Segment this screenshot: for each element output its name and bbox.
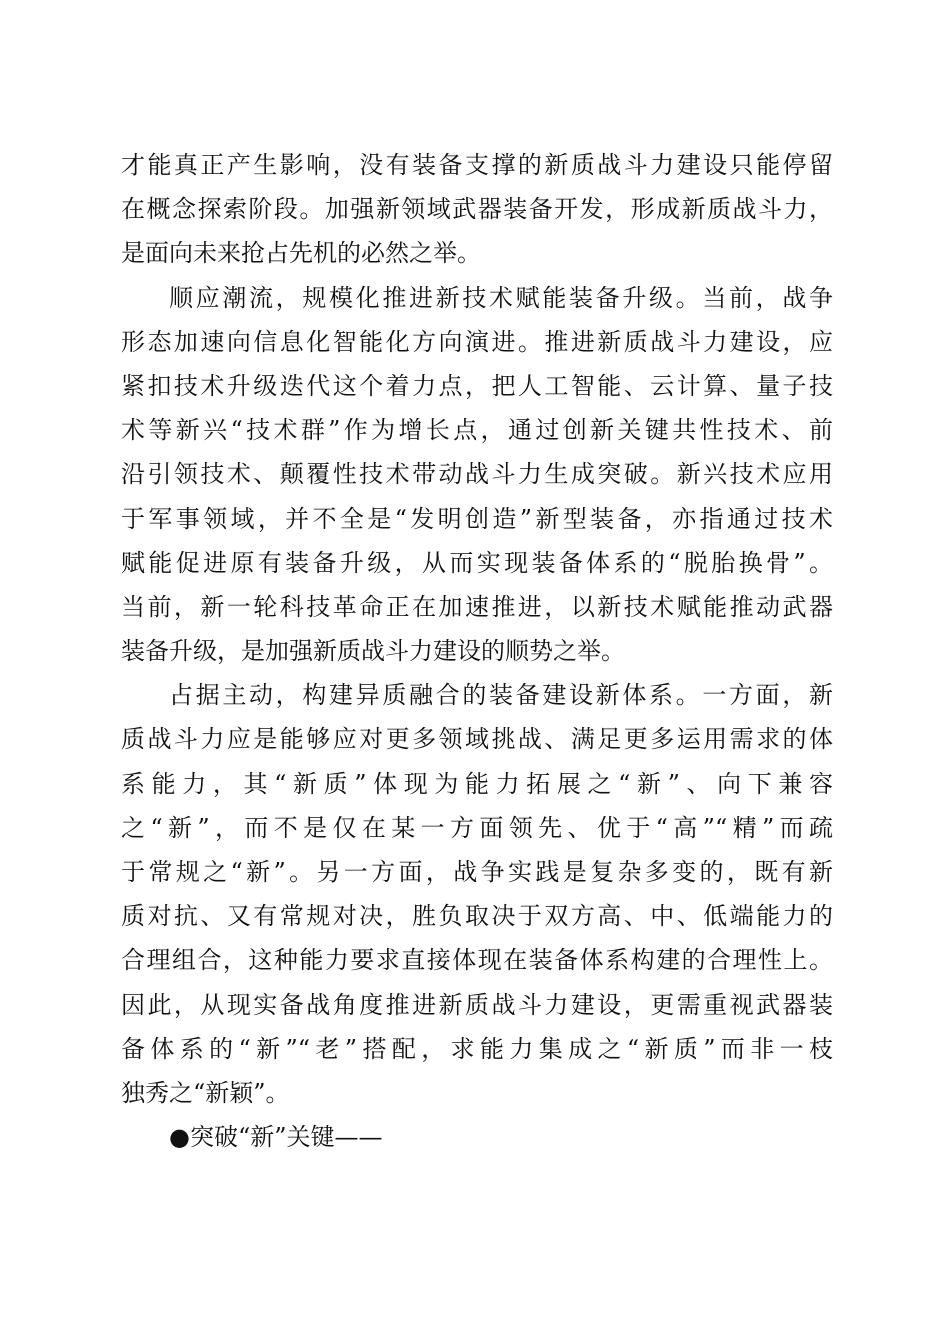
- text-line: 沿引领技术、颠覆性技术带动战斗力生成突破。新兴技术应用: [121, 460, 833, 489]
- text-line: 于常规之“新”。另一方面，战争实践是复杂多变的，既有新: [121, 858, 833, 886]
- text-line: 于军事领域，并不全是“发明创造”新型装备，亦指通过技术: [121, 504, 833, 533]
- text-line: 合理组合，这种能力要求直接体现在装备体系构建的合理性上。: [121, 946, 833, 975]
- text-line: 系能力，其“新质”体现为能力拓展之“新”、向下兼容: [121, 769, 833, 798]
- text-line: 顺应潮流，规模化推进新技术赋能装备升级。当前，战争: [169, 283, 833, 312]
- paragraph-continuation: [121, 143, 833, 276]
- text-line: 是面向未来抢占先机的必然之举。: [121, 239, 481, 268]
- text-line: 当前，新一轮科技革命正在加速推进，以新技术赋能推动武器: [121, 592, 833, 621]
- section-heading-text: 突破“新”关键——: [189, 1123, 383, 1152]
- text-line: 装备升级，是加强新质战斗力建设的顺势之举。: [121, 637, 625, 666]
- text-line: 备体系的“新”“老”搭配，求能力集成之“新质”而非一枝: [121, 1034, 833, 1063]
- text-line: 因此，从现实备战角度推进新质战斗力建设，更需重视武器装: [121, 990, 833, 1019]
- paragraph-equipment-system: [121, 673, 833, 1115]
- text-line: 形态加速向信息化智能化方向演进。推进新质战斗力建设，应: [121, 327, 833, 356]
- paragraph-tech-upgrade: [121, 276, 833, 674]
- bullet-icon: ●: [169, 1123, 190, 1152]
- text-line: 紧扣技术升级迭代这个着力点，把人工智能、云计算、量子技: [121, 371, 833, 400]
- text-line: 才能真正产生影响，没有装备支撑的新质战斗力建设只能停留: [121, 151, 833, 179]
- text-line: 质对抗、又有常规对决，胜负取决于双方高、中、低端能力的: [121, 902, 833, 931]
- section-heading: [121, 1115, 833, 1159]
- text-line: 独秀之“新颖”。: [121, 1078, 290, 1107]
- article-body: [121, 143, 833, 1159]
- text-line: 之“新”，而不是仅在某一方面领先、优于“高”“精”而疏: [121, 813, 833, 842]
- text-line: 赋能促进原有装备升级，从而实现装备体系的“脱胎换骨”。: [121, 548, 833, 577]
- text-line: 质战斗力应是能够应对更多领域挑战、满足更多运用需求的体: [121, 725, 833, 754]
- text-line: 占据主动，构建异质融合的装备建设新体系。一方面，新: [169, 681, 833, 710]
- text-line: 术等新兴“技术群”作为增长点，通过创新关键共性技术、前: [121, 416, 833, 445]
- text-line: 在概念探索阶段。加强新领域武器装备开发，形成新质战斗力，: [121, 195, 833, 224]
